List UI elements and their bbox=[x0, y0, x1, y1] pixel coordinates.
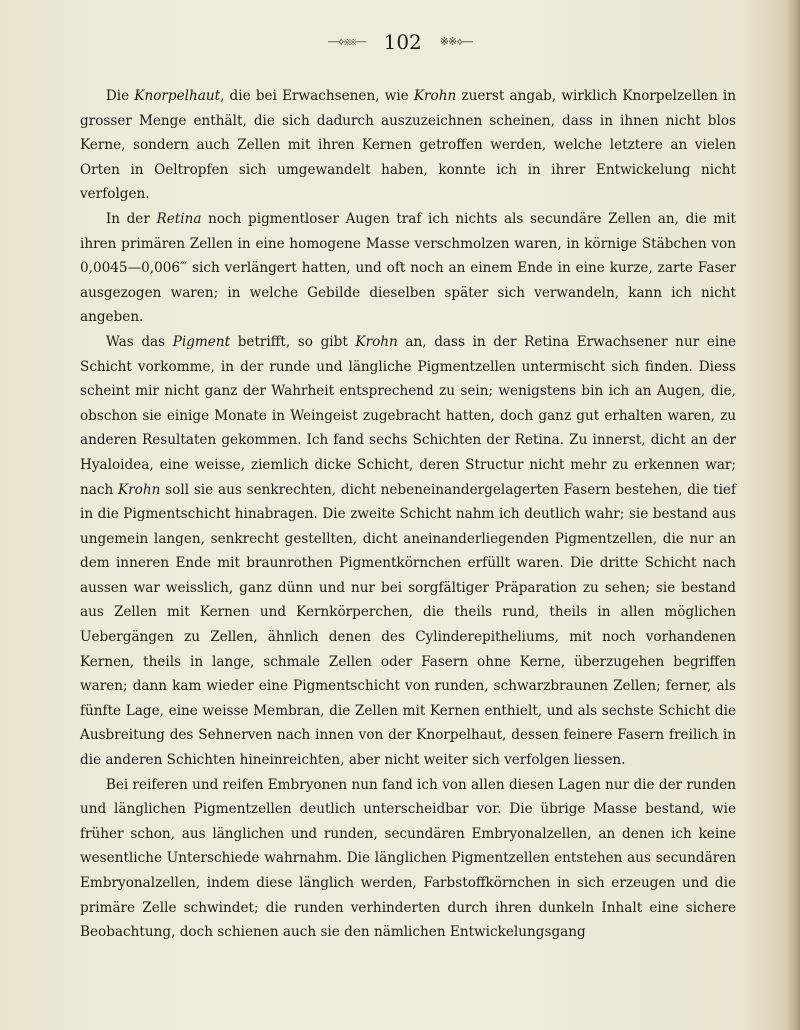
page-number: 102 bbox=[383, 30, 422, 54]
text-run: In der bbox=[105, 210, 157, 227]
text-run: noch pigmentloser Augen traf ich nichts als secundäre Zellen an, die mit ihren primären Zellen in eine homogene Masse verschmolzen waren, in körnige Stäbchen von 0,0045—0,006‴ sich verlängert hatten, und oft noch an einem Ende in eine kurze, zarte Faser ausgezogen waren; in welche Gebilde dieselben später sich verwandeln, kann ich nicht angeben. bbox=[80, 210, 737, 326]
text-run: , die bei Erwachsenen, wie bbox=[220, 88, 414, 104]
text-run: betrifft, so gibt bbox=[230, 333, 356, 350]
paragraph bbox=[80, 773, 736, 945]
header-ornament-right: ※※⟡— bbox=[439, 35, 473, 48]
paragraph bbox=[80, 330, 736, 773]
page-edge-shadow bbox=[786, 0, 800, 1030]
header-ornament-left: —⟡※※— bbox=[327, 35, 366, 48]
text-run: soll sie aus senkrechten, dicht nebeneinandergelagerten Fasern bestehen, die tief in die Pigmentschicht hinabragen. Die zweite Schicht nahm ich deutlich wahr; sie bestand aus ungemein langen, senkrecht gestellten, dicht aneinanderliegenden Pigmentzellen, die nur an dem inneren Ende mit braunrothen Pigmentkörnchen erfüllt waren. Die dritte Schicht nach aussen war weisslich, ganz dünn und nur bei sorgfältiger Präparation zu sehen; sie bestand aus Zellen mit Kernen und Kernkörperchen, die theils rund, theils in allen möglichen Uebergängen zu Zellen, ähnlich denen des Cylinderepitheliums, mit noch vorhandenen Kernen, theils in lange, schmale Zellen oder Fasern ohne Kerne, überzugehen begriffen waren; dann kam wieder eine Pigmentschicht von runden, schwarzbraunen Zellen; ferner, als fünfte Lage, eine weisse Membran, die Zellen mit Kernen enthielt, und als sechste Schicht die Ausbreitung des Sehnerven nach innen von der Knorpelhaut, dessen feinere Fasern freilich in die anderen Schichten hineinreichten, aber nicht weiter sich verfolgen liessen. bbox=[80, 481, 736, 769]
text-run: Was das bbox=[105, 333, 173, 350]
italic-term: Pigment bbox=[172, 333, 231, 350]
text-run: Die bbox=[105, 88, 135, 104]
text-run: an, dass in der Retina Erwachsener nur eine Schicht vorkomme, in der runde und längliche Pigmentzellen untermischt sich finden. Diess scheint mir nicht ganz der Wahrheit entsprechend zu sein; wenigstens bin ich an Augen, die, obschon sie einige Monate in Weingeist zugebracht hatten, doch ganz gut erhalten waren, zu anderen Resultaten gekommen. Ich fand sechs Schichten der Retina. Zu innerst, dicht an der Hyaloidea, eine weisse, ziemlich dicke Schicht, deren Structur nicht mehr zu erkennen war; nach bbox=[80, 333, 737, 498]
paragraph bbox=[80, 84, 736, 207]
italic-term: Knorpelhaut bbox=[134, 88, 221, 104]
text-run: zuerst angab, wirklich Knorpelzellen in grosser Menge enthält, die sich dadurch auszuzeichnen scheinen, dass in ihnen nicht blos Kerne, sondern auch Zellen mit ihren Kernen getroffen werden, welche letztere an vielen Orten in Oeltropfen sich umgewandelt haben, konnte ich in ihrer Entwickelung nicht verfolgen. bbox=[80, 88, 736, 203]
italic-term: Krohn bbox=[355, 333, 398, 350]
page-header bbox=[0, 30, 800, 60]
italic-term: Krohn bbox=[413, 88, 457, 104]
paragraph bbox=[80, 207, 736, 330]
body-text bbox=[80, 84, 736, 945]
text-run: Bei reiferen und reifen Embryonen nun fand ich von allen diesen Lagen nur die der runden und länglichen Pigmentzellen deutlich unterscheidbar vor. Die übrige Masse bestand, wie früher schon, aus länglichen und runden, secundären Embryonalzellen, an denen ich keine wesentliche Unterschiede wahrnahm. Die länglichen Pigmentzellen entstehen aus secundären Embryonalzellen, indem diese länglich werden, Farbstoffkörnchen in sich erzeugen und die primäre Zelle schwindet; die runden verhinderten durch ihren dunkeln Inhalt eine sichere Beobachtung, doch schienen auch sie den nämlichen Entwickelungsgang bbox=[80, 776, 736, 941]
italic-term: Retina bbox=[156, 210, 202, 227]
italic-term: Krohn bbox=[118, 481, 161, 498]
